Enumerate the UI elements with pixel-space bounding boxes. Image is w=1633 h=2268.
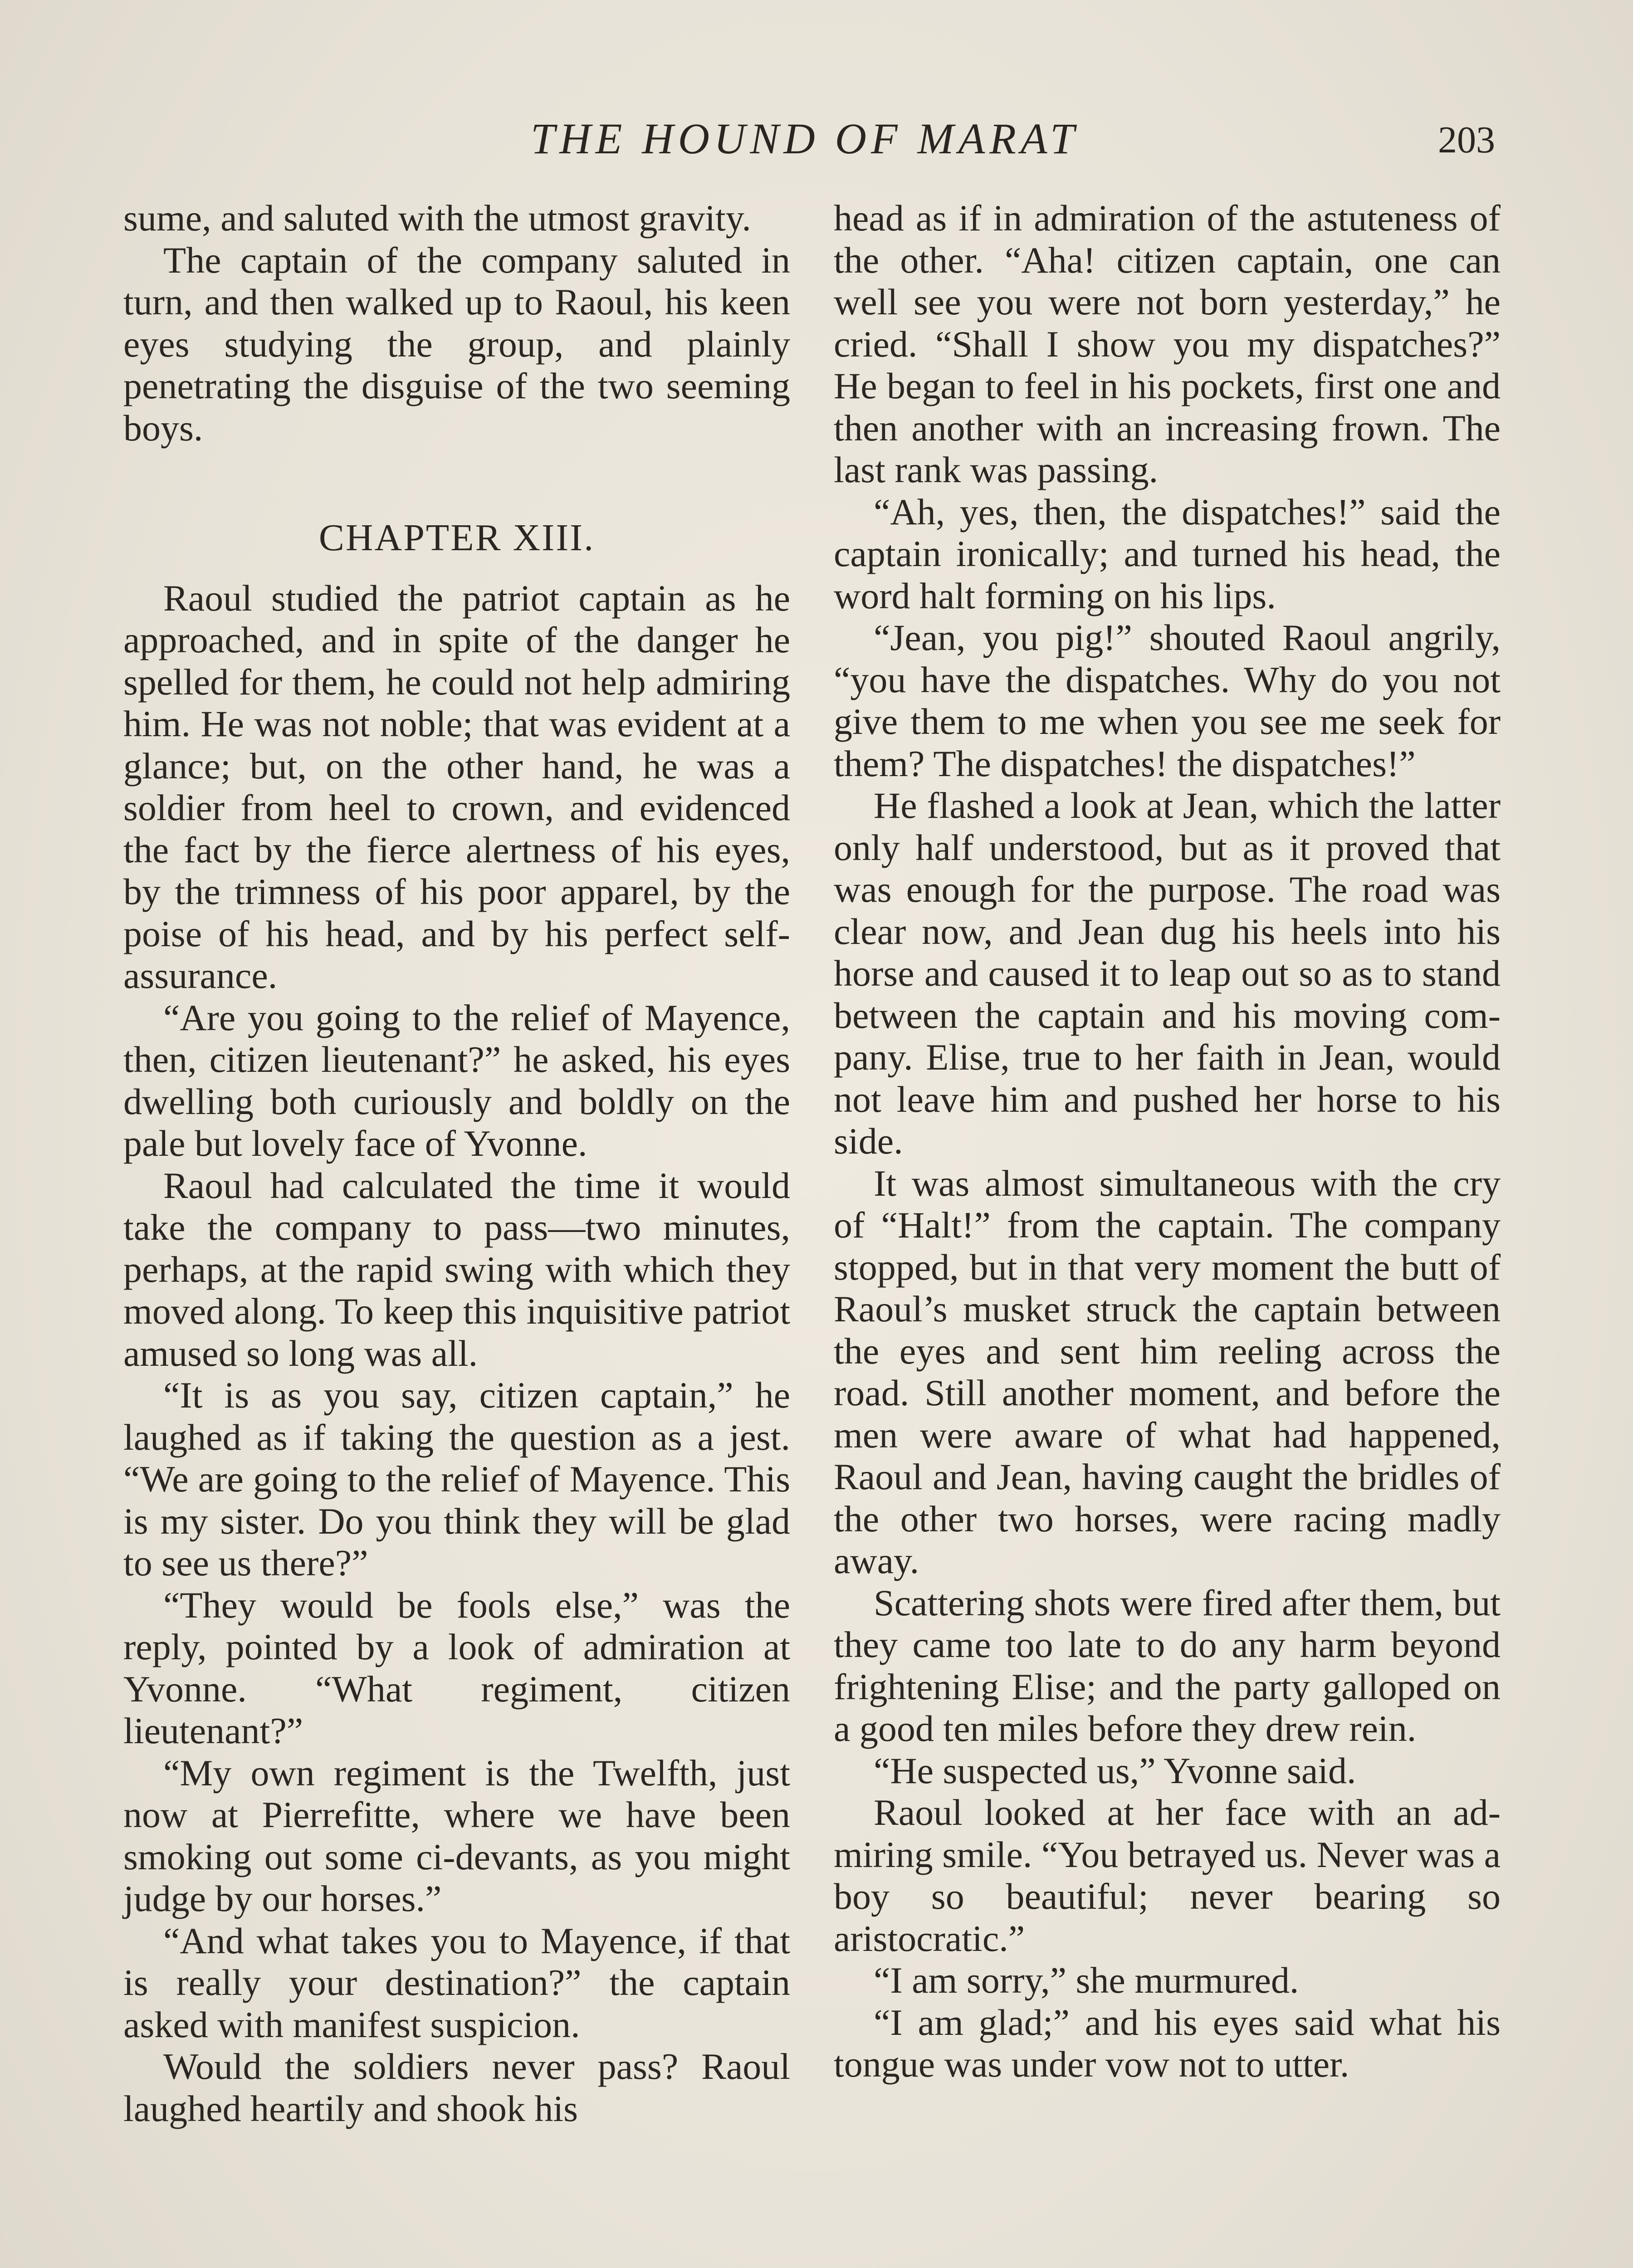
paragraph: Raoul studied the patriot captain as he approached, and in spite of the danger he spelled for them, he could not help admiring him. He was not noble; that was evident at a glance; but, on the other hand, he was a soldier from heel to crown, and evidenced the fact by the fierce alertness of his eyes, by the trimness of his poor apparel, by the poise of his head, and by his perfect self-assurance. xyxy=(123,577,790,996)
running-head-title: THE HOUND OF MARAT xyxy=(531,114,1079,163)
paragraph: sume, and saluted with the utmost gravity. xyxy=(123,197,751,239)
page-number: 203 xyxy=(1438,119,1495,161)
paragraph: He flashed a look at Jean, which the latter only half understood, but as it proved that was enough for the purpose. The road was clear now, and Jean dug his heels into his horse and caused it to leap out so as to stand between the captain and his moving company. Elise, true to her faith in Jean, would not leave him and pushed her horse to his side. xyxy=(834,785,1501,1162)
paragraph: “I am glad;” and his eyes said what his tongue was under vow not to utter. xyxy=(834,2001,1501,2085)
paragraph: The captain of the company saluted in turn, and then walked up to Raoul, his keen eyes studying the group, and plainly penetrating the disguise of the two seeming boys. xyxy=(123,239,790,449)
paragraph: “My own regiment is the Twelfth, just now at Pierrefitte, where we have been smoking out some ci-devants, as you might judge by our horses.” xyxy=(123,1752,790,1919)
paragraph: “They would be fools else,” was the reply, pointed by a look of admiration at Yvonne. “What regiment, citizen lieutenant?” xyxy=(123,1584,790,1751)
paragraph: Raoul looked at her face with an admiring smile. “You betrayed us. Never was a boy so beautiful; never bearing so aristocratic.” xyxy=(834,1792,1501,1959)
right-column xyxy=(834,197,1501,2268)
paragraph: Raoul had calculated the time it would take the company to pass—two minutes, perhaps, at the rapid swing with which they moved along. To keep this inquisitive patriot amused so long was all. xyxy=(123,1164,790,1374)
paragraph: It was almost simultaneous with the cry of “Halt!” from the captain. The company stopped, but in that very moment the butt of Raoul’s musket struck the captain between the eyes and sent him reeling across the road. Still another moment, and before the men were aware of what had happened, Raoul and Jean, having caught the bridles of the other two horses, were racing madly away. xyxy=(834,1162,1501,1581)
paragraph: “He suspected us,” Yvonne said. xyxy=(874,1750,1356,1791)
chapter-heading: CHAPTER XIII. xyxy=(318,517,595,559)
paragraph: Scattering shots were fired after them, but they came too late to do any harm beyond frightening Elise; and the party galloped on a good ten miles before they drew rein. xyxy=(834,1582,1501,1749)
paragraph: “It is as you say, citizen captain,” he laughed as if taking the question as a jest. “We are going to the relief of Mayence. This is my sister. Do you think they will be glad to see us there?” xyxy=(123,1374,790,1584)
left-column xyxy=(123,197,790,2268)
running-head xyxy=(0,113,1633,168)
paragraph: Would the soldiers never pass? Raoul laughed heartily and shook his xyxy=(123,2046,790,2129)
paragraph: “And what takes you to Mayence, if that is really your destination?” the captain asked with manifest suspicion. xyxy=(123,1920,790,2045)
paragraph: “Jean, you pig!” shouted Raoul angrily, “you have the dispatches. Why do you not give them to me when you see me seek for them? The dispatches! the dispatches!” xyxy=(834,617,1501,784)
paragraph: head as if in admiration of the astuteness of the other. “Aha! citizen captain, one can well see you were not born yesterday,” he cried. “Shall I show you my dispatches?” He began to feel in his pockets, first one and then another with an increasing frown. The last rank was passing. xyxy=(834,197,1501,490)
paragraph: “I am sorry,” she murmured. xyxy=(874,1960,1299,2001)
paragraph: “Ah, yes, then, the dispatches!” said the captain ironically; and turned his head, the word halt forming on his lips. xyxy=(834,491,1501,616)
paragraph: “Are you going to the relief of Mayence, then, citizen lieutenant?” he asked, his eyes dwelling both curiously and boldly on the pale but lovely face of Yvonne. xyxy=(123,997,790,1164)
